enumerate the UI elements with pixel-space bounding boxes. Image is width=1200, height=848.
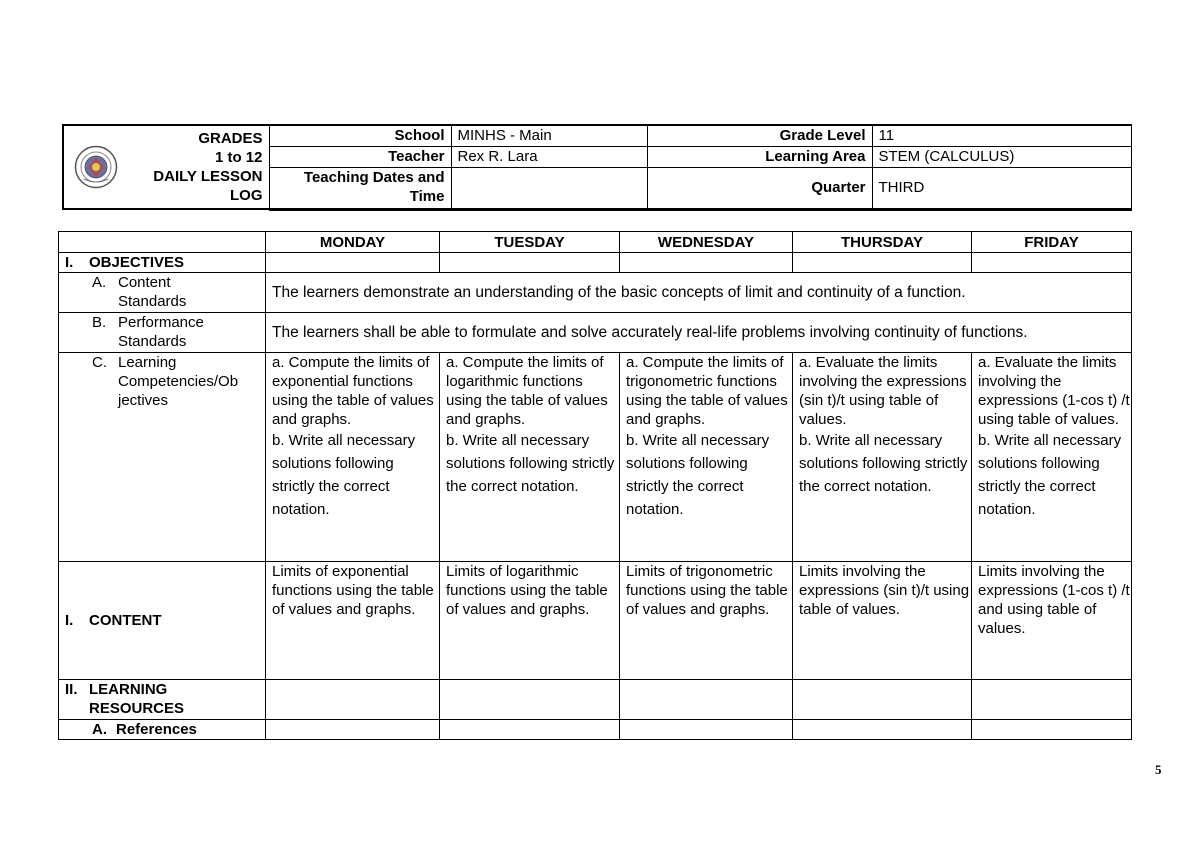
learning-resources-row: [59, 680, 1132, 720]
teaching-dates-value: [451, 168, 647, 209]
performance-standards-text: The learners shall be able to formulate and solve accurately real-life problems involving continuity of functions.: [266, 313, 1132, 353]
competency-cell-thursday: [793, 353, 972, 562]
content-standards-text: The learners demonstrate an understanding of the basic concepts of limit and continuity of a function.: [266, 273, 1132, 313]
objectives-heading: I. OBJECTIVES: [59, 253, 266, 273]
competency-a-thursday: a. Evaluate the limits involving the expressions (sin t)/t using table of values.: [799, 354, 967, 428]
objectives-cell-wednesday: [620, 253, 793, 273]
resources-cell-friday: [972, 680, 1132, 720]
quarter-value: THIRD: [872, 168, 1131, 209]
references-cell-tuesday: [440, 720, 620, 740]
references-label: A. References: [59, 720, 266, 740]
resources-cell-monday: [266, 680, 440, 720]
grades-title: GRADES 1 to 12 DAILY LESSON LOG: [153, 130, 263, 204]
teaching-dates-label: Teaching Dates and Time: [269, 168, 451, 209]
references-cell-thursday: [793, 720, 972, 740]
references-row: [59, 720, 1132, 740]
day-header-tuesday: TUESDAY: [440, 232, 620, 253]
day-header-thursday: THURSDAY: [793, 232, 972, 253]
references-cell-friday: [972, 720, 1132, 740]
resources-cell-thursday: [793, 680, 972, 720]
content-cell-tuesday: Limits of logarithmic functions using the table of values and graphs.: [440, 562, 620, 680]
corner-cell: [59, 232, 266, 253]
competency-a-wednesday: a. Compute the limits of trigonometric functions using the table of values and graphs.: [626, 354, 788, 428]
content-cell-monday: Limits of exponential functions using the table of values and graphs.: [266, 562, 440, 680]
competency-b-tuesday: b. Write all necessary solutions following strictly the correct notation.: [446, 432, 615, 495]
logo-grades-cell: [63, 125, 269, 209]
content-heading: I. CONTENT: [59, 562, 266, 680]
competency-cell-wednesday: [620, 353, 793, 562]
content-standards-row: [59, 273, 1132, 313]
competency-b-friday: b. Write all necessary solutions following strictly the correct notation.: [978, 432, 1122, 518]
page-number: 5: [1155, 762, 1162, 777]
deped-seal-icon: [74, 145, 118, 189]
competency-b-wednesday: b. Write all necessary solutions following strictly the correct notation.: [626, 432, 770, 518]
resources-cell-tuesday: [440, 680, 620, 720]
grade-level-value: 11: [872, 125, 1131, 146]
objectives-cell-friday: [972, 253, 1132, 273]
content-cell-thursday: Limits involving the expressions (sin t)/t using table of values.: [793, 562, 972, 680]
day-header-monday: MONDAY: [266, 232, 440, 253]
lesson-log-table: [58, 231, 1132, 740]
competency-a-friday: a. Evaluate the limits involving the expressions (1-cos t) /t using table of values.: [978, 354, 1130, 428]
competency-cell-tuesday: [440, 353, 620, 562]
school-label: School: [269, 125, 451, 146]
day-header-row: [59, 232, 1132, 253]
content-cell-friday: Limits involving the expressions (1-cos t) /t and using table of values.: [972, 562, 1132, 680]
objectives-cell-thursday: [793, 253, 972, 273]
objectives-cell-monday: [266, 253, 440, 273]
competency-b-monday: b. Write all necessary solutions following strictly the correct notation.: [272, 432, 416, 518]
content-row: [59, 562, 1132, 680]
competencies-row: [59, 353, 1132, 562]
competency-a-tuesday: a. Compute the limits of logarithmic functions using the table of values and graphs.: [446, 354, 608, 428]
teacher-label: Teacher: [269, 146, 451, 168]
objectives-cell-tuesday: [440, 253, 620, 273]
competency-b-thursday: b. Write all necessary solutions following strictly the correct notation.: [799, 432, 968, 495]
resources-cell-wednesday: [620, 680, 793, 720]
learning-resources-heading: II. LEARNING RESOURCES: [59, 680, 266, 720]
day-header-friday: FRIDAY: [972, 232, 1132, 253]
content-cell-wednesday: Limits of trigonometric functions using the table of values and graphs.: [620, 562, 793, 680]
performance-standards-row: [59, 313, 1132, 353]
objectives-row: [59, 253, 1132, 273]
learning-area-value: STEM (CALCULUS): [872, 146, 1131, 168]
competency-a-monday: a. Compute the limits of exponential functions using the table of values and graphs.: [272, 354, 434, 428]
school-value: MINHS - Main: [451, 125, 647, 146]
performance-standards-label: B. Performance Standards: [59, 313, 266, 353]
competencies-label: C. Learning Competencies/Ob jectives: [59, 353, 266, 562]
learning-area-label: Learning Area: [647, 146, 872, 168]
day-header-wednesday: WEDNESDAY: [620, 232, 793, 253]
quarter-label: Quarter: [647, 168, 872, 209]
grade-level-label: Grade Level: [647, 125, 872, 146]
references-cell-monday: [266, 720, 440, 740]
content-standards-label: A. Content Standards: [59, 273, 266, 313]
competency-cell-friday: [972, 353, 1132, 562]
competency-cell-monday: [266, 353, 440, 562]
header-table: [62, 124, 1132, 211]
references-cell-wednesday: [620, 720, 793, 740]
teacher-value: Rex R. Lara: [451, 146, 647, 168]
